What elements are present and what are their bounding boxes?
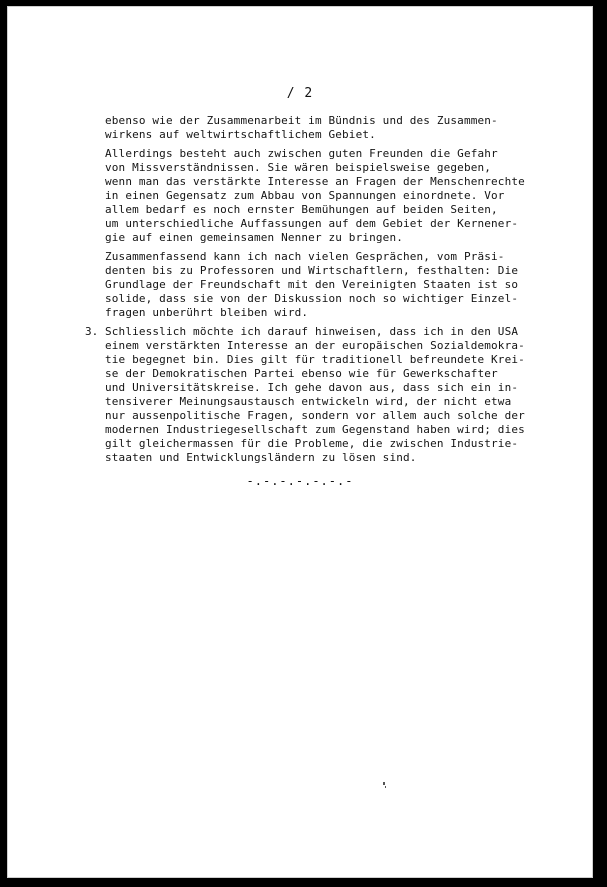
text-line: wirkens auf weltwirtschaftlichem Gebiet. [105,128,376,141]
text-line: Zusammenfassend kann ich nach vielen Gesprächen, vom Präsi- [105,250,505,263]
text-line: und Universitätskreise. Ich gehe davon aus, dass sich ein in- [105,381,519,394]
text-line: tensiverer Meinungsaustausch entwickeln wird, der nicht etwa [105,395,512,408]
document-page [7,6,593,878]
list-item-number: 3. [85,325,99,338]
text-line: allem bedarf es noch ernster Bemühungen auf beiden Seiten, [105,203,498,216]
text-line: nur aussenpolitische Fragen, sondern vor allem auch solche der [105,409,525,422]
text-line: ebenso wie der Zusammenarbeit im Bündnis und des Zusammen- [105,114,498,127]
text-line: gie auf einen gemeinsamen Nenner zu bringen. [105,231,403,244]
text-line: von Missverständnissen. Sie wären beispielsweise gegeben, [105,161,492,174]
text-line: fragen unberührt bleiben wird. [105,306,309,319]
text-line: um unterschiedliche Auffassungen auf dem Gebiet der Kernener- [105,217,519,230]
text-line: wenn man das verstärkte Interesse an Fragen der Menschenrechte [105,175,525,188]
text-line: gilt gleichermassen für die Probleme, die zwischen Industrie- [105,437,519,450]
text-line: solide, dass sie von der Diskussion noch so wichtiger Einzel- [105,292,519,305]
end-separator: -.-.-.-.-.-.- [246,474,354,488]
text-line: Grundlage der Freundschaft mit den Vereinigten Staaten ist so [105,278,519,291]
text-line: in einen Gegensatz zum Abbau von Spannungen einordnete. Vor [105,189,505,202]
text-line: denten bis zu Professoren und Wirtschaftlern, festhalten: Die [105,264,519,277]
scan-speck [385,786,386,788]
text-line: staaten und Entwicklungsländern zu lösen sind. [105,451,417,464]
text-line: einem verstärkten Interesse an der europäischen Sozialdemokra- [105,339,525,352]
text-line: tie begegnet bin. Dies gilt für traditionell befreundete Krei- [105,353,525,366]
text-line: Allerdings besteht auch zwischen guten Freunden die Gefahr [105,147,498,160]
page-number: / 2 [286,86,314,101]
text-line: modernen Industriegesellschaft zum Gegenstand haben wird; dies [105,423,525,436]
text-line: Schliesslich möchte ich darauf hinweisen, dass ich in den USA [105,325,519,338]
text-line: se der Demokratischen Partei ebenso wie für Gewerkschafter [105,367,498,380]
scan-speck [383,782,385,785]
